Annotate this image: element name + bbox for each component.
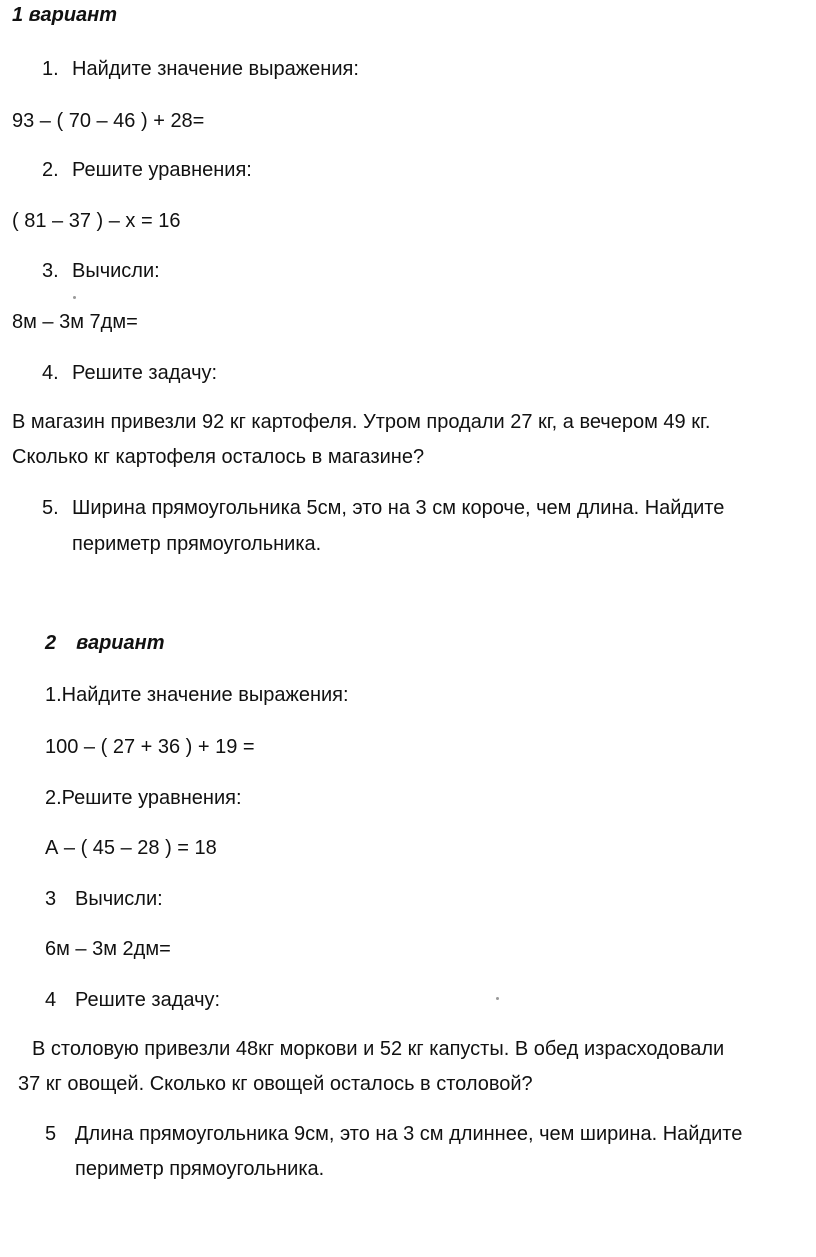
v1-task4-problem-line2: Сколько кг картофеля осталось в магазине? [12,446,425,468]
v1-task1-text: Найдите значение выражения: [72,58,359,80]
v1-task5-text: Ширина прямоугольника 5см, это на 3 см короче, чем длина. Найдите [72,497,725,519]
v2-task5-text: Длина прямоугольника 9см, это на 3 см длиннее, чем ширина. Найдите [75,1123,743,1145]
scan-speck [73,296,76,299]
v1-task2-label [42,157,252,183]
v1-task4-number: 4. [42,362,59,384]
v2-task3-text: Вычисли: [75,888,163,910]
v1-task3-number: 3. [42,260,59,282]
v1-task3-text: Вычисли: [72,260,160,282]
v1-task5-line1 [42,495,724,521]
v1-task5-line2: периметр прямоугольника. [72,533,322,555]
v1-task1-expression: 93 – ( 70 – 46 ) + 28= [12,110,205,132]
v1-task4-text: Решите задачу: [72,362,218,384]
v2-task1-expression: 100 – ( 27 + 36 ) + 19 = [45,736,255,758]
variant-2-heading [45,630,164,656]
v1-task3-label [42,258,160,284]
v2-task4-problem-line2: 37 кг овощей. Сколько кг овощей осталось в столовой? [18,1073,533,1095]
v2-task1-label: 1.Найдите значение выражения: [45,684,349,706]
v2-task4-text: Решите задачу: [75,989,221,1011]
v2-task5-number: 5 [45,1123,57,1145]
v1-task2-expression: ( 81 – 37 ) – х = 16 [12,210,181,232]
v2-task2-label: 2.Решите уравнения: [45,787,242,809]
variant-1-heading: 1 вариант [12,4,118,26]
variant-2-heading-word: вариант [76,632,165,654]
v1-task4-problem-line1: В магазин привезли 92 кг картофеля. Утром продали 27 кг, а вечером 49 кг. [12,411,711,433]
v1-task3-expression: 8м – 3м 7дм= [12,311,138,333]
v2-task2-expression: А – ( 45 – 28 ) = 18 [45,837,217,859]
v2-task3-expression: 6м – 3м 2дм= [45,938,171,960]
v2-task4-number: 4 [45,989,57,1011]
v2-task4-label [45,987,220,1013]
v1-task5-number: 5. [42,497,59,519]
v2-task4-problem-line1: В столовую привезли 48кг моркови и 52 кг капусты. В обед израсходовали [32,1038,725,1060]
v2-task5-line2: периметр прямоугольника. [75,1158,325,1180]
v1-task2-number: 2. [42,159,59,181]
v1-task1-number: 1. [42,58,59,80]
v2-task3-label [45,886,163,912]
v1-task1-label [42,56,359,82]
variant-2-heading-number: 2 [45,632,57,654]
v2-task5-line1 [45,1121,742,1147]
v1-task4-label [42,360,217,386]
v1-task2-text: Решите уравнения: [72,159,252,181]
scan-speck [496,997,499,1000]
v2-task3-number: 3 [45,888,57,910]
